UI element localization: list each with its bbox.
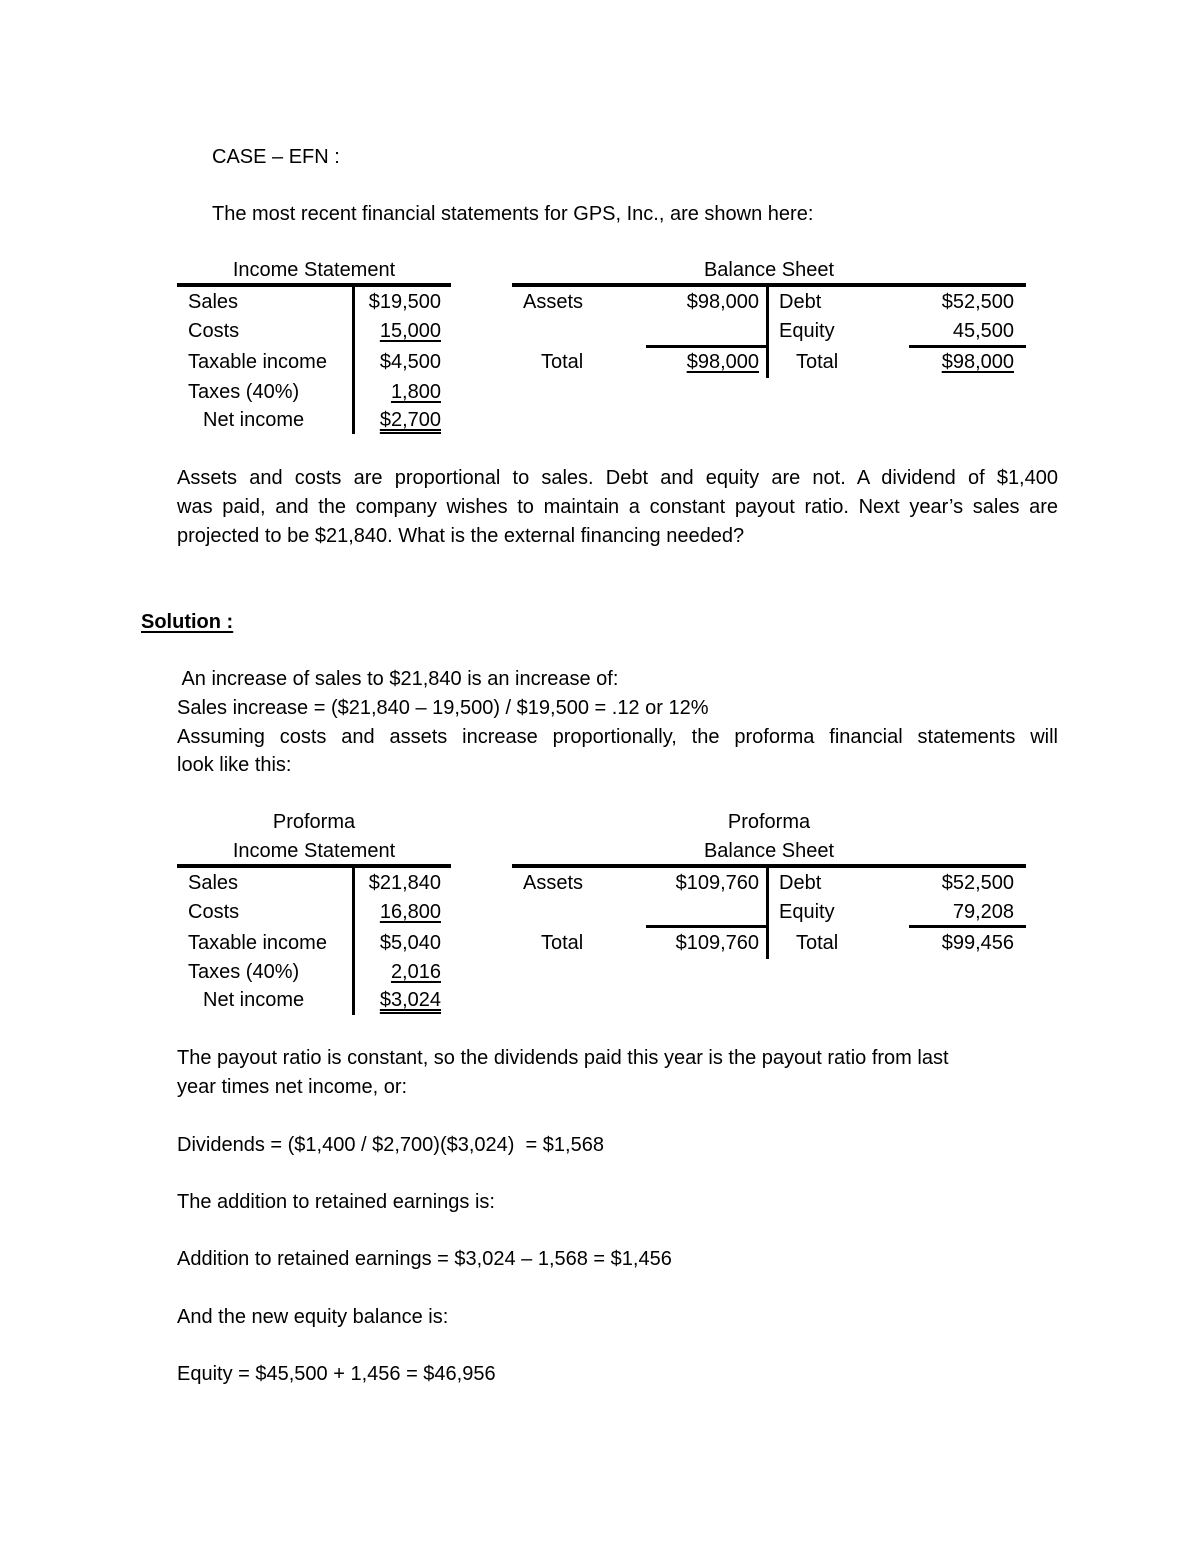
equity-label: Equity: [779, 320, 835, 342]
solution-line: Sales increase = ($21,840 – 19,500) / $19,500 = .12 or 12%: [177, 697, 709, 719]
total-label: Total: [541, 351, 584, 373]
total-rule: [909, 925, 1026, 928]
equity-intro: And the new equity balance is:: [177, 1306, 449, 1328]
row-label: Net income: [203, 989, 305, 1011]
row-value: $4,500: [379, 351, 441, 373]
table-rule: [177, 283, 451, 287]
income-statement-title: Income Statement: [232, 259, 396, 281]
debt-value: $52,500: [941, 872, 1014, 894]
table-rule: [177, 864, 451, 868]
table-rule: [512, 283, 1026, 287]
problem-line: projected to be $21,840. What is the external financing needed?: [177, 525, 745, 547]
row-value: 15,000: [379, 320, 441, 342]
retained-intro: The addition to retained earnings is:: [177, 1191, 495, 1213]
assets-label: Assets: [523, 872, 584, 894]
problem-line: was paid, and the company wishes to maintain a constant payout ratio. Next year’s sales are: [177, 496, 1058, 518]
row-value: $3,024: [379, 989, 441, 1011]
row-value: 2,016: [390, 961, 441, 983]
row-label: Net income: [203, 409, 305, 431]
row-label: Costs: [188, 320, 240, 342]
total-label: Total: [796, 351, 839, 373]
solution-line: Assuming costs and assets increase proportionally, the proforma financial statements will: [177, 726, 1058, 748]
intro-text: The most recent financial statements for GPS, Inc., are shown here:: [212, 203, 814, 225]
row-value: 1,800: [390, 381, 441, 403]
table-divider: [352, 285, 355, 434]
retained-equation: Addition to retained earnings = $3,024 – 1,568 = $1,456: [177, 1248, 672, 1270]
debt-label: Debt: [779, 291, 822, 313]
solution-line: An increase of sales to $21,840 is an increase of:: [177, 668, 619, 690]
row-label: Taxes (40%): [188, 381, 300, 403]
assets-value: $109,760: [675, 872, 759, 894]
row-value: $19,500: [368, 291, 441, 313]
row-label: Taxable income: [188, 932, 327, 954]
proforma-title: Proforma: [727, 811, 811, 833]
table-rule: [512, 864, 1026, 868]
table-divider: [352, 866, 355, 1015]
row-label: Sales: [188, 872, 239, 894]
total-rule: [909, 345, 1026, 348]
total-rule: [646, 345, 768, 348]
row-label: Taxable income: [188, 351, 327, 373]
proforma-title: Proforma: [272, 811, 356, 833]
row-label: Taxes (40%): [188, 961, 300, 983]
problem-line: Assets and costs are proportional to sales. Debt and equity are not. A dividend of $1,400: [177, 467, 1058, 489]
equity-value: 45,500: [952, 320, 1014, 342]
total-label: Total: [796, 932, 839, 954]
solution-line: look like this:: [177, 754, 292, 776]
equity-value: 79,208: [952, 901, 1014, 923]
balance-sheet-title: Balance Sheet: [703, 840, 835, 862]
total-liabilities-value: $99,456: [941, 932, 1014, 954]
total-label: Total: [541, 932, 584, 954]
table-divider: [766, 285, 769, 378]
row-label: Sales: [188, 291, 239, 313]
total-liabilities-value: $98,000: [941, 351, 1014, 373]
row-value: 16,800: [379, 901, 441, 923]
total-assets-value: $109,760: [675, 932, 759, 954]
payout-line: The payout ratio is constant, so the dividends paid this year is the payout ratio from last: [177, 1047, 949, 1069]
total-rule: [646, 925, 768, 928]
row-value: $21,840: [368, 872, 441, 894]
equity-equation: Equity = $45,500 + 1,456 = $46,956: [177, 1363, 496, 1385]
row-value: $2,700: [379, 409, 441, 431]
dividends-equation: Dividends = ($1,400 / $2,700)($3,024) = $1,568: [177, 1134, 604, 1156]
debt-value: $52,500: [941, 291, 1014, 313]
solution-heading: Solution :: [141, 611, 234, 633]
payout-line: year times net income, or:: [177, 1076, 408, 1098]
total-assets-value: $98,000: [686, 351, 759, 373]
debt-label: Debt: [779, 872, 822, 894]
assets-label: Assets: [523, 291, 584, 313]
income-statement-title: Income Statement: [232, 840, 396, 862]
equity-label: Equity: [779, 901, 835, 923]
balance-sheet-title: Balance Sheet: [703, 259, 835, 281]
row-value: $5,040: [379, 932, 441, 954]
assets-value: $98,000: [686, 291, 759, 313]
table-divider: [766, 866, 769, 959]
row-label: Costs: [188, 901, 240, 923]
case-title: CASE – EFN :: [212, 146, 340, 168]
